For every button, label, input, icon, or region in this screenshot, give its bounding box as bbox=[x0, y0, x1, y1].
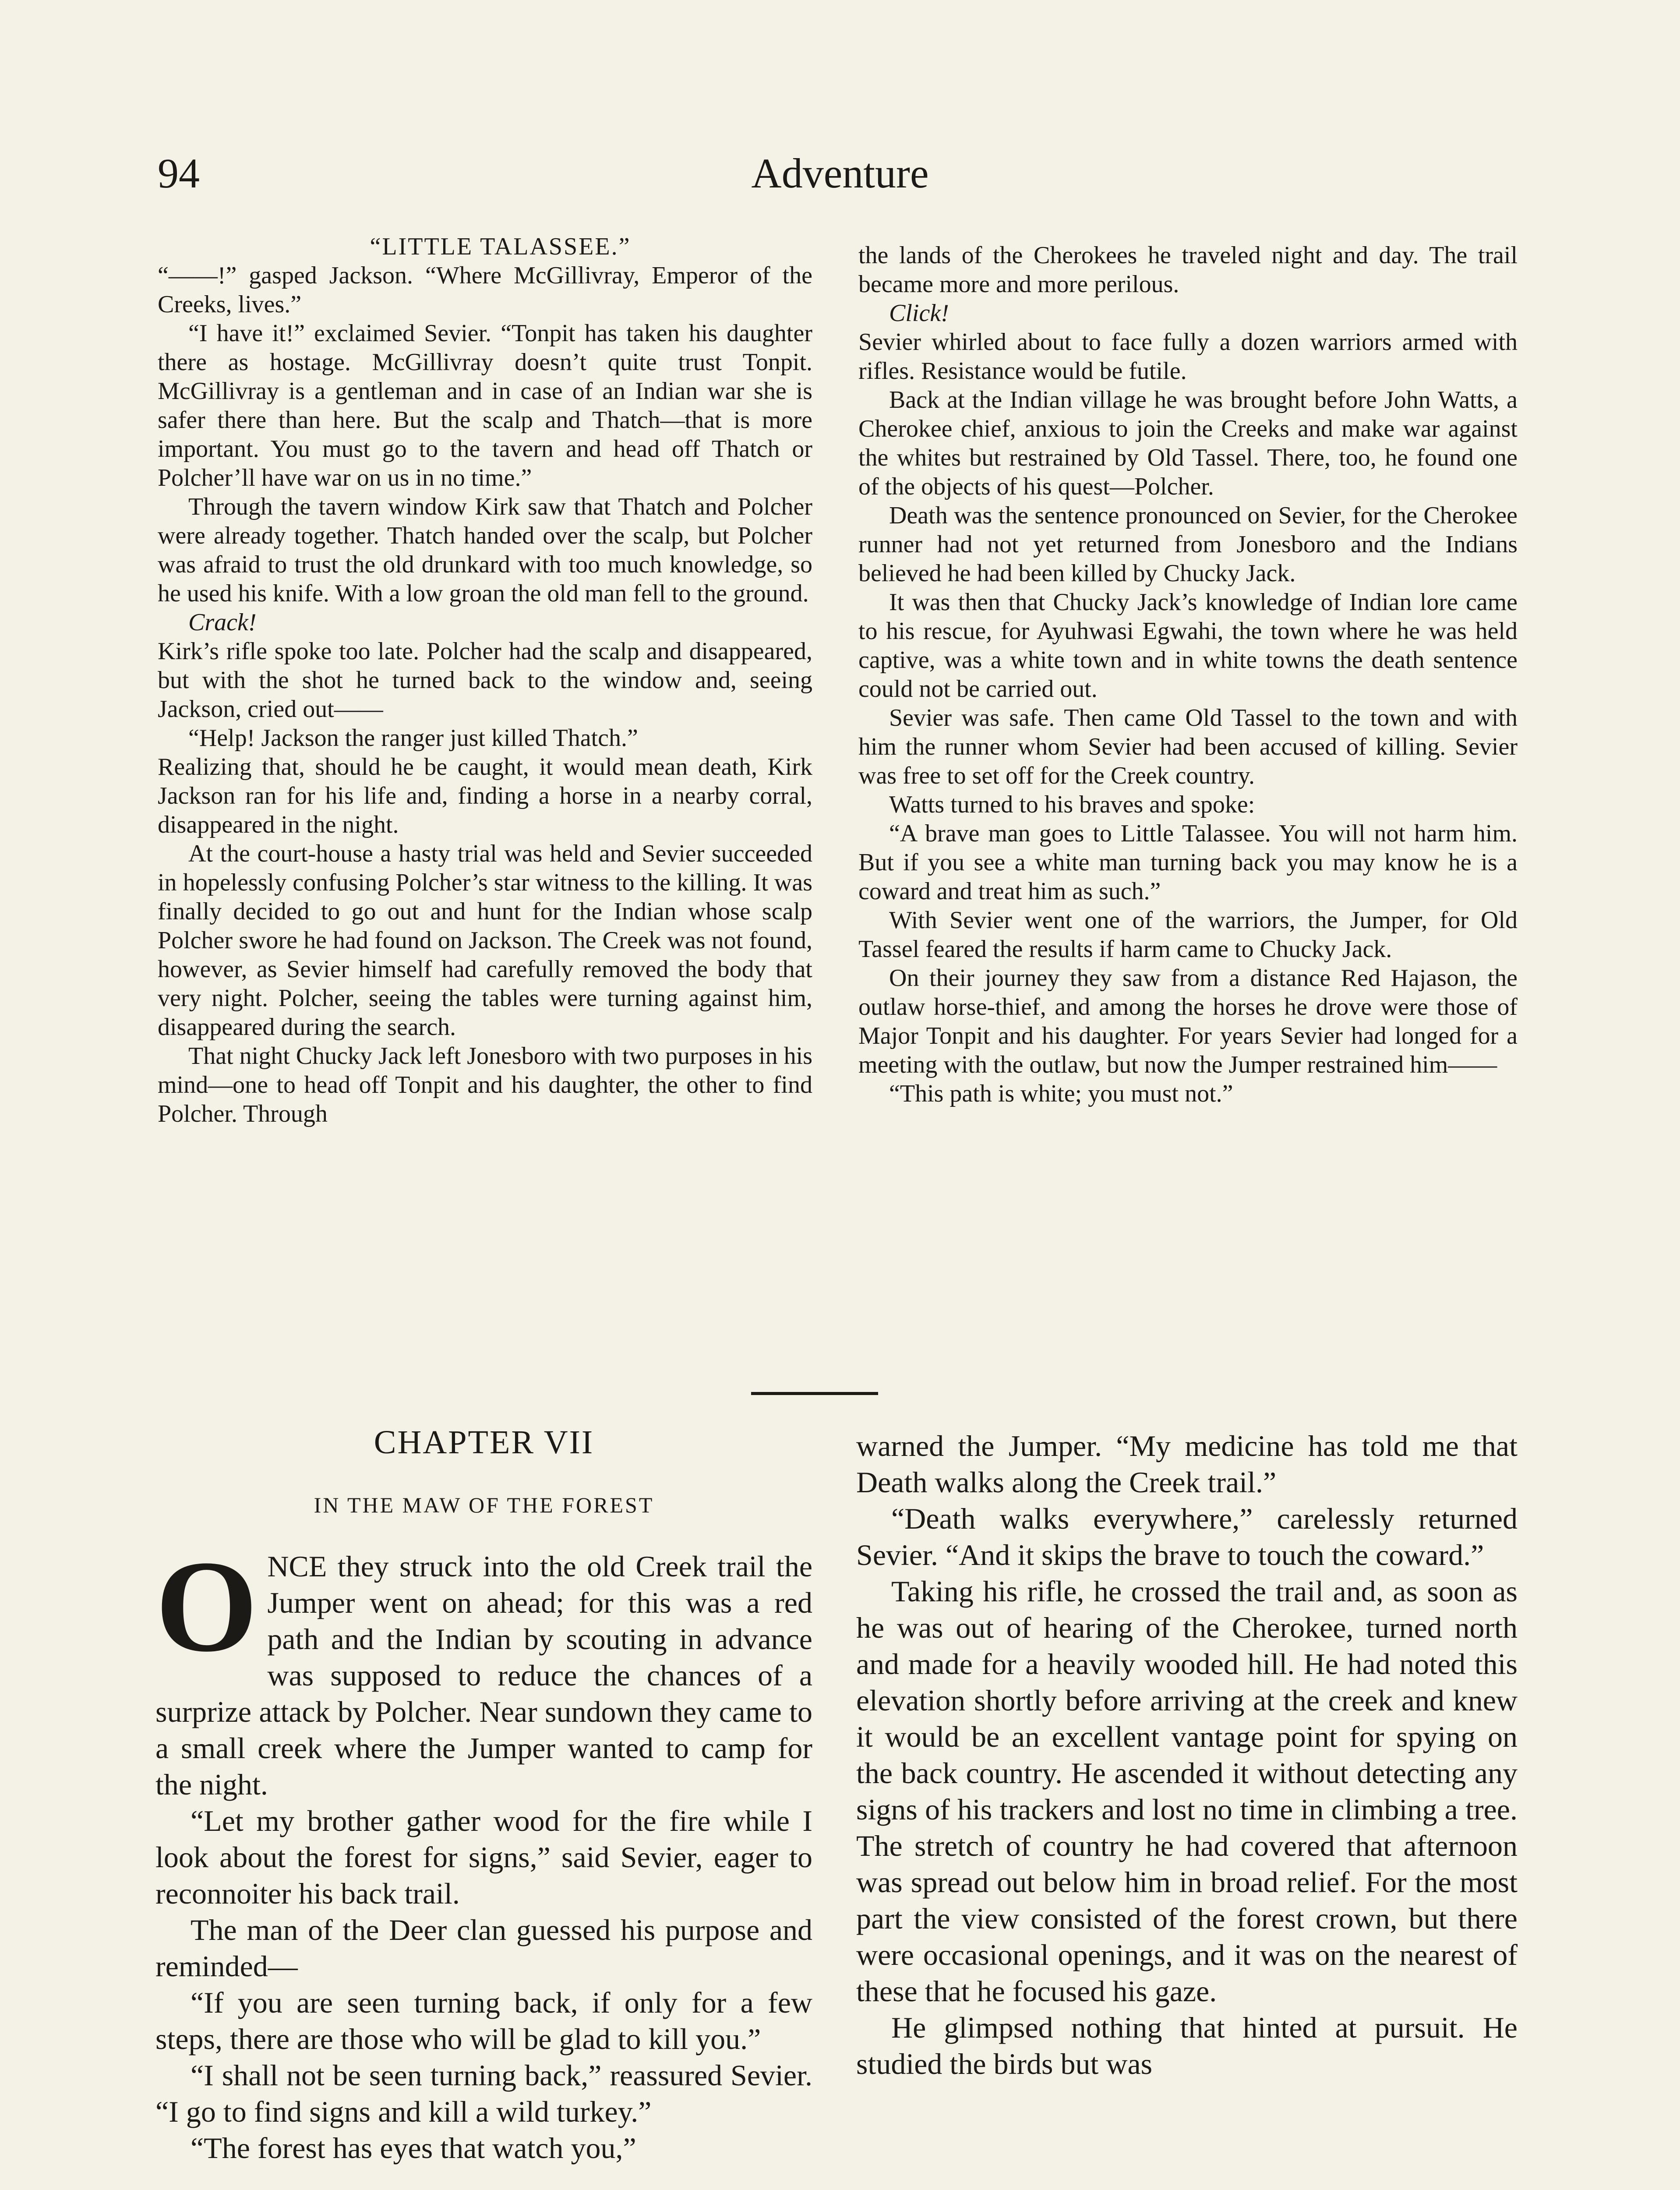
paragraph: “I shall not be seen turning back,” reassured Sevier. “I go to find signs and kill a wild turkey.” bbox=[155, 2059, 812, 2128]
paragraph: On their journey they saw from a distance Red Hajason, the outlaw horse-thief, and among the horses he drove were those of Major Tonpit and his daughter. For years Sevier had longed for a meeting with the outlaw, but now the Jumper restrained him—— bbox=[858, 964, 1518, 1078]
paragraph: Death was the sentence pronounced on Sevier, for the Cherokee runner had not yet returned from Jonesboro and the Indians believed he had been killed by Chucky Jack. bbox=[858, 502, 1518, 587]
paragraph: Crack! bbox=[188, 609, 257, 636]
paragraph: Watts turned to his braves and spoke: bbox=[889, 791, 1255, 818]
drop-cap: O bbox=[155, 1533, 258, 1679]
paragraph: The man of the Deer clan guessed his purpose and reminded— bbox=[155, 1913, 812, 1983]
paragraph: Taking his rifle, he crossed the trail and, as soon as he was out of hearing of the Cherokee, turned north and made for a heavily wooded hill. He had noted this elevation shortly before arriving at the creek and knew it would be an excellent vantage point for spying on the back country. He ascended it without detecting any signs of his trackers and lost no time in climbing a tree. The stretch of country he had covered that afternoon was spread out below him in broad relief. For the most part the view consisted of the forest crown, but there were occasional openings, and it was on the nearest of these that he focused his gaze. bbox=[856, 1575, 1518, 2008]
running-title: Adventure bbox=[751, 150, 929, 197]
chapter-left-column bbox=[155, 1424, 812, 2166]
paragraph: At the court-house a hasty trial was held and Sevier succeeded in hopelessly confusing Polcher’s star witness to the killing. It was finally decided to go out and hunt for the Indian whose scalp Polcher swore he had found on Jackson. The Creek was not found, however, as Sevier himself had carefully removed the body that very night. Polcher, seeing the tables were turning against him, disappeared during the search. bbox=[158, 840, 812, 1041]
paragraph: “This path is white; you must not.” bbox=[889, 1080, 1233, 1107]
chapter-right-column bbox=[856, 1428, 1518, 2082]
section-divider bbox=[751, 1392, 878, 1395]
paragraph: “If you are seen turning back, if only for a few steps, there are those who will be glad to kill you.” bbox=[155, 1986, 812, 2056]
paragraph: Through the tavern window Kirk saw that Thatch and Polcher were already together. Thatch handed over the scalp, but Polcher was afraid to trust the old drunkard with too much knowledge, so he used his knife. With a low groan the old man fell to the ground. bbox=[158, 493, 812, 607]
paragraph: “Help! Jackson the ranger just killed Thatch.” bbox=[188, 724, 638, 752]
paragraph: Sevier whirled about to face fully a dozen warriors armed with rifles. Resistance would be futile. bbox=[858, 328, 1518, 385]
paragraph: “A brave man goes to Little Talassee. You will not harm him. But if you see a white man turning back you may know he is a coward and treat him as such.” bbox=[858, 820, 1518, 905]
paragraph: Kirk’s rifle spoke too late. Polcher had the scalp and disappeared, but with the shot he turned back to the window and, seeing Jackson, cried out—— bbox=[158, 638, 812, 723]
page-number: 94 bbox=[158, 150, 200, 197]
paragraph: That night Chucky Jack left Jonesboro with two purposes in his mind—one to head off Tonpit and his daughter, the other to find Polcher. Through bbox=[158, 1042, 812, 1127]
paragraph: Sevier was safe. Then came Old Tassel to the town and with him the runner whom Sevier had been accused of killing. Sevier was free to set off for the Creek country. bbox=[858, 704, 1518, 789]
paragraph: Back at the Indian village he was brought before John Watts, a Cherokee chief, anxious to join the Creeks and make war against the whites but restrained by Old Tassel. There, too, he found one of the objects of his quest—Polcher. bbox=[858, 386, 1518, 500]
paragraph: It was then that Chucky Jack’s knowledge of Indian lore came to his rescue, for Ayuhwasi Egwahi, the town where he was held captive, was a white town and in white towns the death sentence could not be carried out. bbox=[858, 589, 1518, 703]
section-heading: “LITTLE TALASSEE.” bbox=[370, 233, 631, 260]
chapter-title: CHAPTER VII bbox=[374, 1424, 594, 1461]
chapter-first-paragraph bbox=[155, 1533, 812, 1803]
paragraph: “Let my brother gather wood for the fire while I look about the forest for signs,” said Sevier, eager to reconnoiter his back trail. bbox=[155, 1804, 812, 1910]
paragraph: “The forest has eyes that watch you,” bbox=[191, 2131, 636, 2165]
paragraph: warned the Jumper. “My medicine has told me that Death walks along the Creek trail.” bbox=[856, 1429, 1518, 1499]
page-header bbox=[158, 149, 1522, 210]
paragraph: With Sevier went one of the warriors, the Jumper, for Old Tassel feared the results if harm came to Chucky Jack. bbox=[858, 907, 1518, 963]
top-left-column bbox=[158, 232, 812, 1128]
paragraph: “——!” gasped Jackson. “Where McGillivray, Emperor of the Creeks, lives.” bbox=[158, 262, 812, 318]
paragraph: “Death walks everywhere,” carelessly returned Sevier. “And it skips the brave to touch the coward.” bbox=[856, 1502, 1518, 1572]
paragraph: “I have it!” exclaimed Sevier. “Tonpit has taken his daughter there as hostage. McGillivray doesn’t quite trust Tonpit. McGillivray is a gentleman and in case of an Indian war she is safer there than here. But the scalp and Thatch—that is more important. You must go to the tavern and head off Thatch or Polcher’ll have war on us in no time.” bbox=[158, 320, 812, 491]
paragraph: Realizing that, should he be caught, it would mean death, Kirk Jackson ran for his life and, finding a horse in a nearby corral, disappeared in the night. bbox=[158, 753, 812, 838]
paragraph: He glimpsed nothing that hinted at pursuit. He studied the birds but was bbox=[856, 2011, 1518, 2080]
paragraph: the lands of the Cherokees he traveled night and day. The trail became more and more perilous. bbox=[858, 242, 1518, 298]
chapter-subtitle: IN THE MAW OF THE FOREST bbox=[314, 1493, 654, 1517]
first-paragraph-text: NCE they struck into the old Creek trail the Jumper went on ahead; for this was a red path and the Indian by scouting in advance was supposed to reduce the chances of a surprize attack by Polcher. Near sundown they came to a small creek where the Jumper wanted to camp for the night. bbox=[155, 1550, 812, 1801]
top-right-column bbox=[858, 241, 1518, 1108]
paragraph: Click! bbox=[889, 300, 949, 327]
